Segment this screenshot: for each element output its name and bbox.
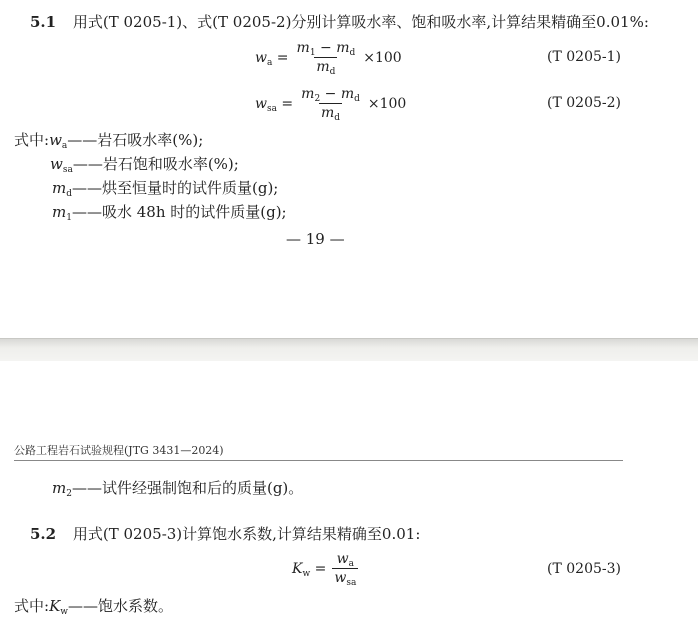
page-number: — 19 — — [286, 230, 345, 248]
page-separator — [0, 338, 698, 361]
section-5-1 — [30, 12, 649, 32]
section-5-2 — [30, 524, 420, 544]
equation-t0205-2: $w_{sa}$ = $\frac{m_2 - m_d}{m_d}$ ×100 — [255, 86, 407, 123]
section-number: 5.2 — [30, 525, 57, 543]
fraction: $\frac{m_2 - m_d}{m_d}$ — [301, 86, 360, 123]
equation-t0205-1: $w_a$ = $\frac{m_1 - m_d}{m_d}$ ×100 — [255, 40, 402, 77]
definition-wsa: $w_{sa}——$岩石饱和吸水率(%); — [50, 155, 239, 175]
definition-m2: $m_2——$试件经强制饱和后的质量(g)。 — [52, 479, 304, 499]
header-rule — [14, 460, 623, 461]
definition-kw: 式中$:K_w——$饱水系数。 — [14, 597, 174, 617]
section-text: 用式(T 0205-3)计算饱水系数,计算结果精确至0.01: — [72, 525, 421, 543]
equation-t0205-3: $K_w$ = $\frac{w_a}{w_{sa}}$ — [292, 551, 357, 588]
definition-m1: $m_1——$吸水 48h 时的试件质量(g); — [52, 203, 287, 223]
equation-number-2: (T 0205-2) — [547, 95, 621, 111]
definition-md: $m_d——$烘至恒量时的试件质量(g); — [52, 179, 279, 199]
section-text: 用式(T 0205-1)、式(T 0205-2)分别计算吸水率、饱和吸水率,计算结果精确至0.01%: — [72, 13, 649, 31]
fraction: $\frac{m_1 - m_d}{m_d}$ — [296, 40, 356, 77]
equation-number-1: (T 0205-1) — [547, 49, 621, 65]
fraction: $\frac{w_a}{w_{sa}}$ — [334, 551, 357, 588]
equation-number-3: (T 0205-3) — [547, 561, 621, 577]
definition-wa: 式中$:w_a——$岩石吸水率(%); — [14, 131, 204, 151]
running-header: 公路工程岩石试验规程(JTG 3431—2024) — [14, 444, 224, 457]
section-number: 5.1 — [30, 13, 57, 31]
